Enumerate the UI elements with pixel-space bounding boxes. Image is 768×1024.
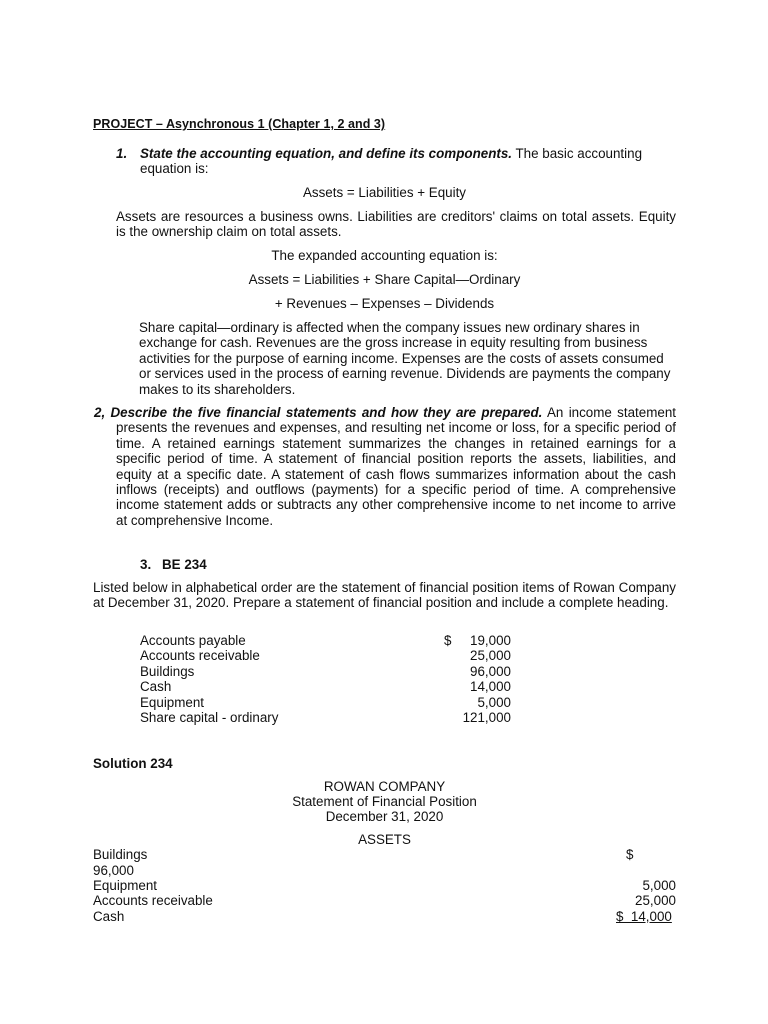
item-amount: 5,000 <box>477 694 511 710</box>
equipment-label: Equipment <box>93 878 158 893</box>
accounting-equation: Assets = Liabilities + Equity <box>302 185 466 200</box>
equipment-amount: 5,000 <box>642 878 676 893</box>
item-label: Equipment <box>140 694 205 710</box>
item-label: Accounts payable <box>140 633 246 648</box>
q2-paragraph <box>94 405 676 528</box>
expanded-equation-line-1: Assets = Liabilities + Share Capital—Ordinary <box>248 272 521 287</box>
expanded-equation-intro: The expanded accounting equation is: <box>271 248 498 263</box>
item-currency: $ <box>444 633 452 648</box>
cash-amount: $ 14,000 <box>616 909 672 924</box>
item-label: Cash <box>140 679 172 695</box>
buildings-label: Buildings <box>93 847 148 862</box>
statement-date: December 31, 2020 <box>325 809 444 824</box>
q2-prompt: 2, Describe the five financial statements and how they are prepared. <box>94 405 543 420</box>
item-amount: 96,000 <box>470 663 511 679</box>
solution-title: Solution 234 <box>93 756 173 771</box>
page-heading: PROJECT – Asynchronous 1 (Chapter 1, 2 and 3) <box>93 117 386 131</box>
q2-answer: An income statement presents the revenues and expenses, and resulting net income or loss, for a specific period of time. A retained earnings statement summarizes the changes in retained earnings for a specific period of time. A statement of financial position reports the assets, liabilities, and equity at a specific date. A statement of cash flows summarizes information about the cash inflows (receipts) and outflows (payments) for a specific period of time. A comprehensive income statement adds or subtracts any other comprehensive income to net income to arrive at comprehensive Income. <box>116 405 676 528</box>
components-definition: Assets are resources a business owns. Liabilities are creditors' claims on total assets. Equity is the ownership claim on total assets. <box>116 209 676 240</box>
item-amount: 19,000 <box>470 633 511 648</box>
q3-number: 3. <box>140 557 152 572</box>
item-amount: 25,000 <box>470 648 511 664</box>
q1-intro-text: The basic accounting <box>512 146 643 161</box>
item-amount: 121,000 <box>462 710 511 725</box>
statement-title: Statement of Financial Position <box>292 794 477 809</box>
q1-intro <box>140 146 676 177</box>
item-label: Share capital - ordinary <box>140 710 279 725</box>
components-explanation: Share capital—ordinary is affected when the company issues new ordinary shares in exchange for cash. Revenues are the gross increase in equity resulting from business activities for the purpose of earning income. Expenses are the costs of assets consumed or services used in the process of earning revenue. Dividends are payments the company makes to its shareholders. <box>139 320 671 397</box>
company-name: ROWAN COMPANY <box>323 779 446 794</box>
expanded-equation-line-2: + Revenues – Expenses – Dividends <box>274 296 495 311</box>
item-label: Accounts receivable <box>140 648 260 664</box>
q1-prompt: State the accounting equation, and define its components. <box>140 146 512 161</box>
q1-intro-text-2: equation is: <box>140 161 209 177</box>
q3-title: BE 234 <box>162 557 207 572</box>
assets-section-heading: ASSETS <box>358 832 411 847</box>
item-amount: 14,000 <box>470 679 511 695</box>
items-list <box>0 633 768 733</box>
buildings-amount: 96,000 <box>93 863 134 878</box>
q3-instructions: Listed below in alphabetical order are the statement of financial position items of Rowan Company at December 31, 2020. Prepare a statement of financial position and include a complete heading. <box>93 580 676 611</box>
cash-label: Cash <box>93 909 125 924</box>
item-label: Buildings <box>140 663 195 679</box>
accounts-receivable-label: Accounts receivable <box>93 893 213 908</box>
q1-number: 1. <box>116 146 128 161</box>
buildings-currency: $ <box>626 847 634 862</box>
accounts-receivable-amount: 25,000 <box>635 893 676 908</box>
